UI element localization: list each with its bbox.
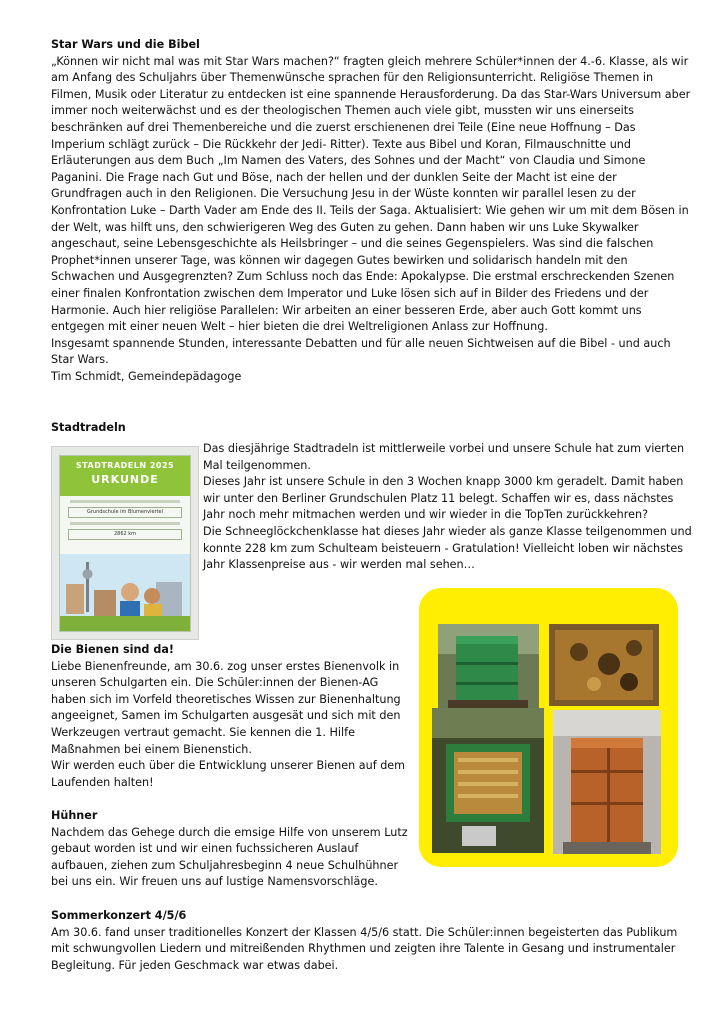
stadtradeln-paragraph-2: Dieses Jahr ist unsere Schule in den 3 Wochen knapp 3000 km geradelt. Damit haben wir unter den Berliner Grundschulen Platz 11 belegt. Schaffen wir es, dass nächstes Jahr noch mehr mitmachen werden und wir wieder in die TopTen zurückkehren? [203,475,684,522]
sommerkonzert-heading: Sommerkonzert 4/5/6 [51,909,187,922]
star-wars-body: „Können wir nicht mal was mit Star Wars machen?“ fragten gleich mehrere Schüler*innen der 4.-6. Klasse, als wir am Anfang des Schuljahrs über Themenwünsche sprachen für den Religionsunterricht. Religiöse Themen in Filmen, Musik oder Literatur zu entdecken ist eine spannende Herausforderung. Da das Star-Wars Universum aber immer noch weiterwächst und es der theologischen Themen auch viele gibt, mussten wir uns einerseits beschränken auf drei Themenbereiche und die zuerst erschienenen drei Teile (Eine neue Hoffnung – Das Imperium schlägt zurück – Die Rückkehr der Jedi- Ritter). Texte aus Bibel und Koran, Filmauschnitte und Erläuterungen aus dem Buch „Im Namen des Vaters, des Sohnes und der Macht“ von Claudia und Simone Paganini. Die Frage nach Gut und Böse, nach der hellen und der dunklen Seite der Macht ist eine der Grundfragen auch in den Religionen. Die Versuchung Jesu in der Wüste konnten wir parallel lesen zu der Konfrontation Luke – Darth Vader am Ende des II. Teils der Saga. Aktualisiert: Wie gehen wir um mit dem Bösen in der Welt, was hilft uns, den schwierigeren Weg des Guten zu gehen. Dann haben wir uns Luke Skywalker angeschaut, seine Lebensgeschichte als Heilsbringer – und die seines Gegenspielers. Was sind die falschen Prophet*innen unserer Tage, was können wir dagegen Gutes bewirken und solidarisch handeln mit den Schwachen und Ausgegrenzten? Zum Schluss noch das Ende: Apokalypse. Die erstmal erschreckenden Szenen einer finalen Konfrontation zwischen dem Imperator und Luke lösen sich auf in Bilder des Friedens und der Harmonie. Auch hier religiöse Parallelen: Wir arbeiten an einer besseren Erde, aber auch Gott kommt uns entgegen mit einer neuen Welt – hier bieten die drei Weltreligionen Anlass zur Hoffnung. [51,54,691,334]
stadtradeln-certificate-image [51,446,199,640]
certificate-title: STADTRADELN 2025 [75,461,175,470]
open-beehive-photo [432,708,544,853]
stadtradeln-paragraph-3: Die Schneeglöckchenklasse hat dieses Jahr wieder als ganze Klasse teilgenommen und konnte 228 km zum Schulteam beisteuern - Gratulation! Vielleicht loben wir nächstes Jahr Klassenpreise aus - wir werden mal sehen… [203,524,692,572]
certificate-school: Grundschule im Blumenviertel [68,507,182,518]
bienen-heading: Die Bienen sind da! [51,643,174,656]
huehner-body: Nachdem das Gehege durch die emsige Hilfe von unserem Lutz gebaut worden ist und wir einen fuchssicheren Auslauf aufbauen, ziehen zum Schuljahresbeginn 4 neue Schulhühner bei uns ein. Wir freuen uns auf lustige Namensvorschläge. [51,825,408,889]
bienen-body-2: Wir werden euch über die Entwicklung unserer Bienen auf dem Laufenden halten! [51,759,406,789]
star-wars-author: Tim Schmidt, Gemeindepädagoge [51,369,242,383]
stadtradeln-heading: Stadtradeln [51,421,126,434]
star-wars-heading: Star Wars und die Bibel [51,38,200,51]
honeycomb-frame-photo [549,624,659,706]
star-wars-closing: Insgesamt spannende Stunden, interessante Debatten und für alle neuen Sichtweisen auf die Bibel - und auch Star Wars. [51,336,671,367]
sommerkonzert-body: Am 30.6. fand unser traditionelles Konzert der Klassen 4/5/6 statt. Die Schüler:innen begeisterten das Publikum mit schwungvollen Liedern und mitreißenden Rhythmen und zeigten ihre Talente in Gesang und instrumentaler Begleitung. Für jeden Geschmack war etwas dabei. [51,925,678,972]
cyclists-skyline-illustration [60,554,190,631]
certificate-km: 2862 km [68,529,182,540]
stadtradeln-section [51,420,126,437]
star-wars-article [51,37,691,385]
beehive-boxes-photo [438,624,539,716]
huehner-heading: Hühner [51,809,98,822]
certificate-subtitle: URKUNDE [91,473,159,486]
bienen-body: Liebe Bienenfreunde, am 30.6. zog unser erstes Bienenvolk in unseren Schulgarten ein. Die Schüler:innen der Bienen-AG haben sich im Vorfeld theoretisches Wissen zur Bienenhaltung angeeignet, Samen im Schulgarten ausgesät und sich mit den Werkzeugen vertraut gemacht. Sie kennen die 1. Hilfe Maßnahmen bei einem Bienenstich. [51,659,401,756]
huehner-article [51,808,411,891]
stadtradeln-text [203,441,695,574]
stadtradeln-paragraph-1: Das diesjährige Stadtradeln ist mittlerweile vorbei und unsere Schule hat zum vierten Mal teilgenommen. [203,442,685,472]
bee-photo-collage [419,588,678,867]
bienen-article [51,642,411,791]
wooden-beehive-photo [553,710,661,854]
sommerkonzert-article [51,908,691,974]
